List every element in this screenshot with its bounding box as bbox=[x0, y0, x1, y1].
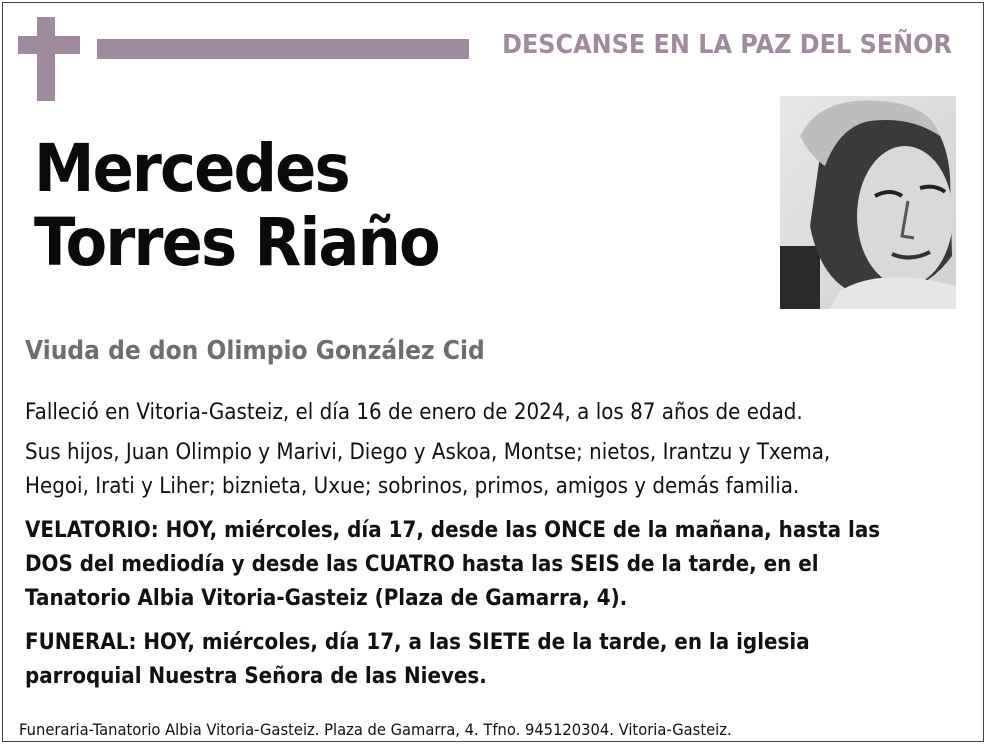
header-tagline: DESCANSE EN LA PAZ DEL SEÑOR bbox=[502, 30, 952, 60]
funeral-home-footer: Funeraria-Tanatorio Albia Vitoria-Gasteiz. Plaza de Gamarra, 4. Tfno. 945120304. Vitoria-Gasteiz. bbox=[19, 720, 732, 739]
family-list: Sus hijos, Juan Olimpio y Marivi, Diego y Askoa, Montse; nietos, Irantzu y Txema, Hegoi, Irati y Liher; biznieta, Uxue; sobrinos, primos, amigos y demás familia. bbox=[25, 440, 831, 499]
portrait-photo bbox=[780, 96, 956, 309]
death-notice: Falleció en Vitoria-Gasteiz, el día 16 de enero de 2024, a los 87 años de edad. bbox=[25, 400, 803, 425]
name-line-1: Mercedes bbox=[34, 130, 349, 207]
header-bar bbox=[97, 39, 469, 59]
funeral-info: FUNERAL: HOY, miércoles, día 17, a las SIETE de la tarde, en la iglesia parroquial Nuestra Señora de las Nieves. bbox=[25, 630, 810, 689]
name-line-2: Torres Riaño bbox=[34, 204, 439, 281]
wake-info: VELATORIO: HOY, miércoles, día 17, desde las ONCE de la mañana, hasta las DOS del mediodía y desde las CUATRO hasta las SEIS de la tarde, en el Tanatorio Albia Vitoria-Gasteiz (Plaza de Gamarra, 4). bbox=[25, 518, 881, 611]
deceased-name bbox=[34, 132, 439, 280]
widow-subtitle: Viuda de don Olimpio González Cid bbox=[25, 336, 485, 366]
